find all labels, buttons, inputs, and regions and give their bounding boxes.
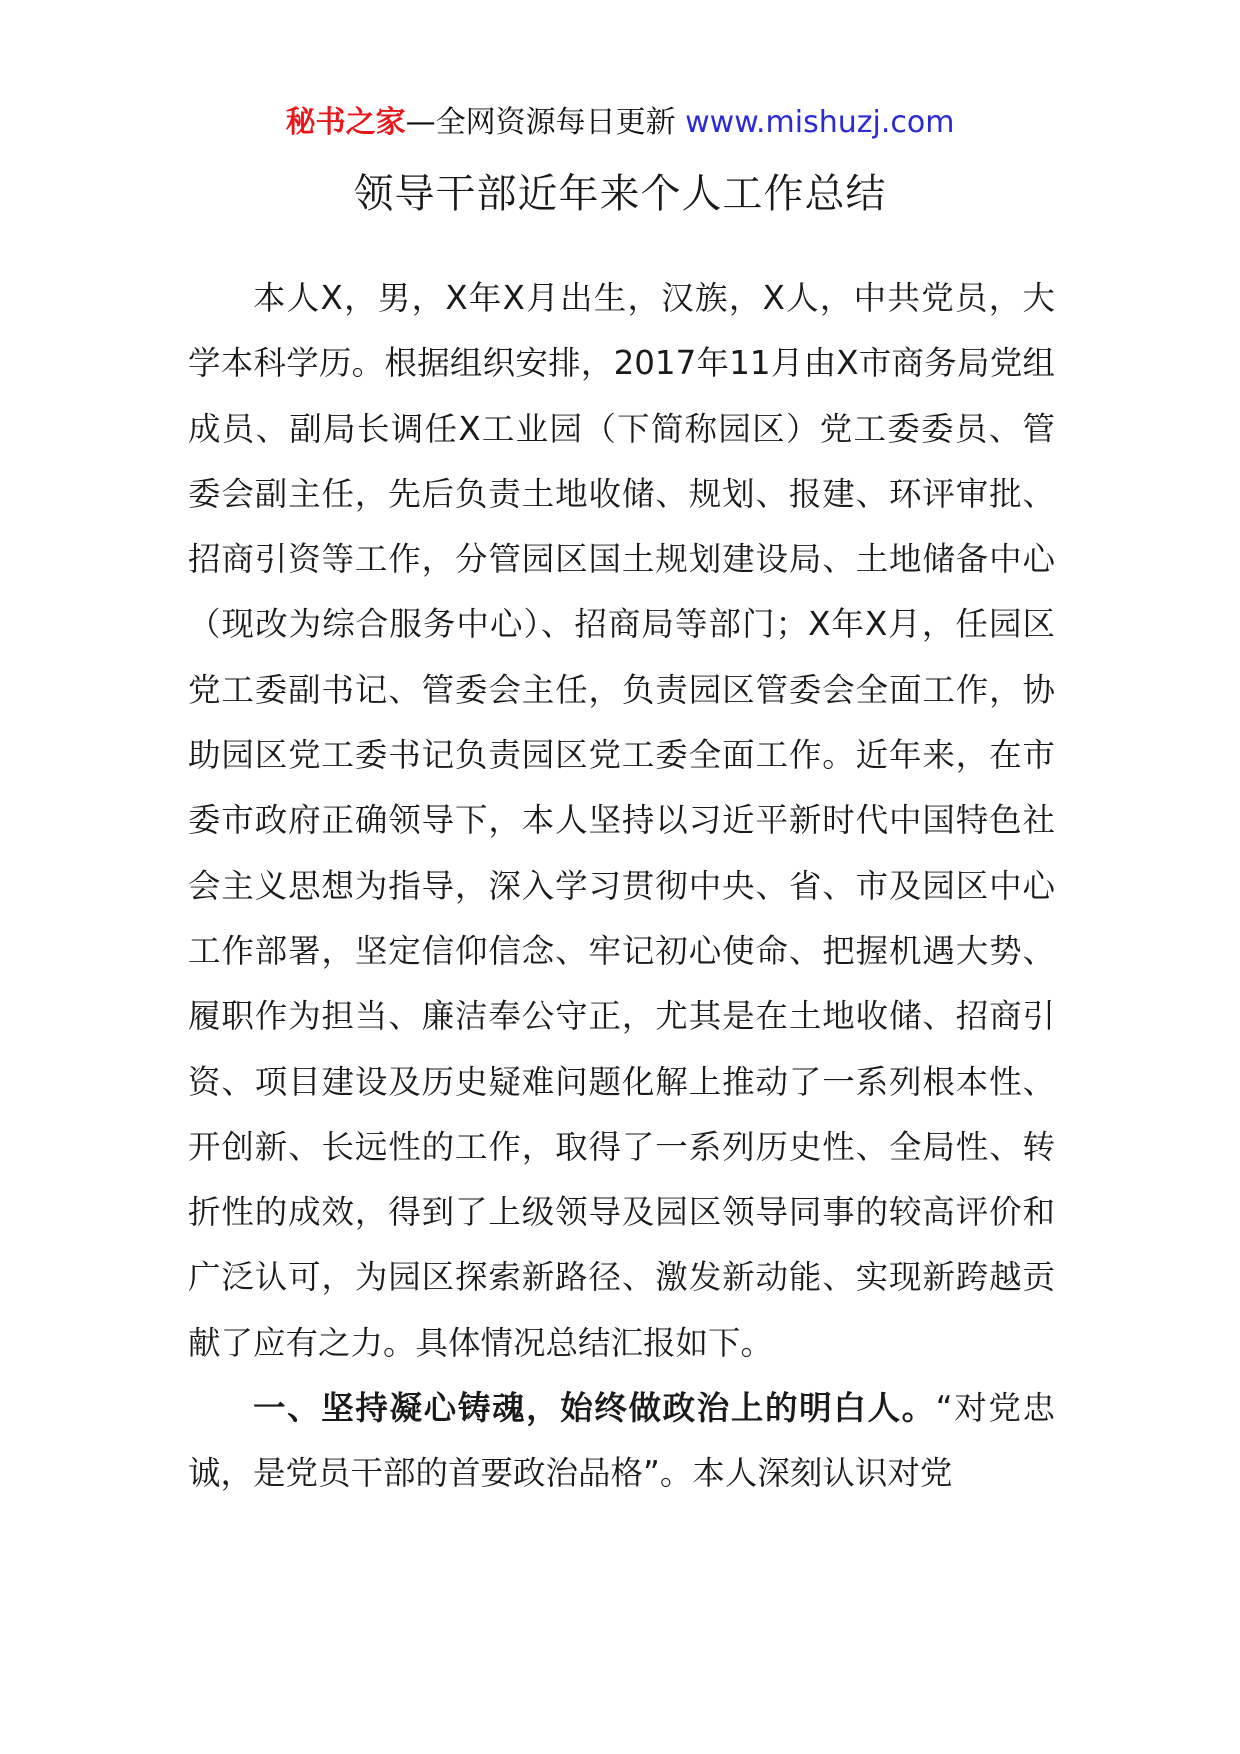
brand-name: 秘书之家 xyxy=(285,105,406,140)
document-title: 领导干部近年来个人工作总结 xyxy=(353,171,887,217)
page-header xyxy=(0,103,1240,143)
document-body xyxy=(188,266,1055,1507)
section-text: “对党忠诚，是党员干部的首要政治品格”。本人深刻认识对党 xyxy=(188,1389,1055,1493)
section-heading: 一、坚持凝心铸魂，始终做政治上的明白人。 xyxy=(253,1389,936,1428)
site-url-link[interactable]: www.mishuzj.com xyxy=(685,105,955,140)
section-1-paragraph xyxy=(188,1376,1055,1507)
intro-paragraph: 本人X，男，X年X月出生，汉族，X人，中共党员，大学本科学历。根据组织安排，2017年11月由X市商务局党组成员、副局长调任X工业园（下简称园区）党工委委员、管委会副主任，先后负责土地收储、规划、报建、环评审批、招商引资等工作，分管园区国土规划建设局、土地储备中心（现改为综合服务中心）、招商局等部门；X年X月，任园区党工委副书记、管委会主任，负责园区管委会全面工作，协助园区党工委书记负责园区党工委全面工作。近年来，在市委市政府正确领导下，本人坚持以习近平新时代中国特色社会主义思想为指导，深入学习贯彻中央、省、市及园区中心工作部署，坚定信仰信念、牢记初心使命、把握机遇大势、履职作为担当、廉洁奉公守正，尤其是在土地收储、招商引资、项目建设及历史疑难问题化解上推动了一系列根本性、开创新、长远性的工作，取得了一系列历史性、全局性、转折性的成效，得到了上级领导及园区领导同事的较高评价和广泛认可，为园区探索新路径、激发新动能、实现新跨越贡献了应有之力。具体情况总结汇报如下。 xyxy=(188,279,1055,1362)
header-slogan: —全网资源每日更新 xyxy=(405,105,686,140)
